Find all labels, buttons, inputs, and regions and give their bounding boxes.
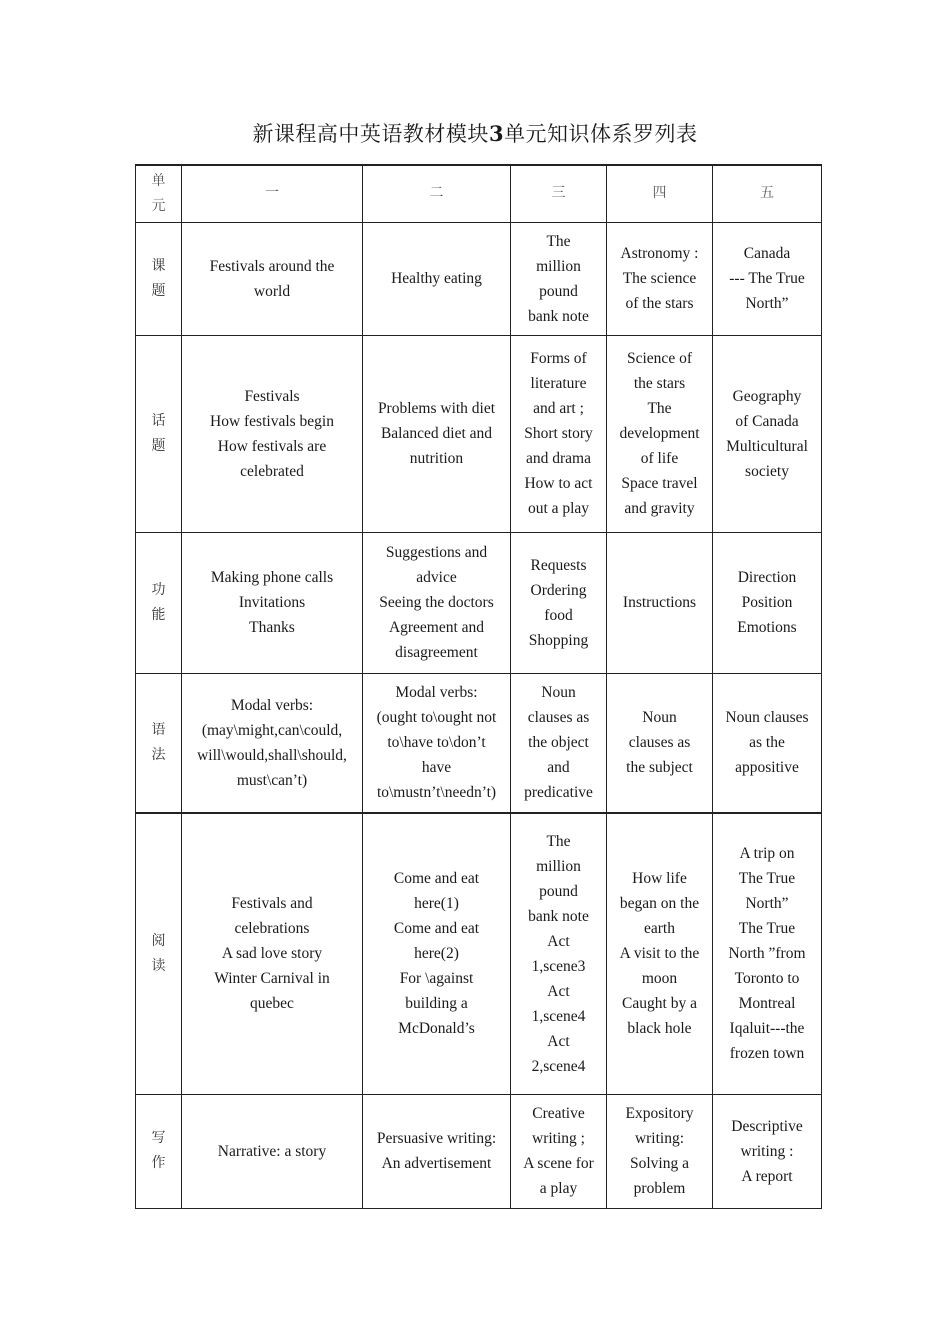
table-cell: Making phone calls Invitations Thanks: [182, 532, 363, 673]
row-label: 写 作: [136, 1094, 182, 1208]
header-row: [136, 165, 822, 222]
row-label: 阅 读: [136, 813, 182, 1094]
row-label: 课 题: [136, 222, 182, 335]
table-cell: Descriptive writing : A report: [713, 1094, 822, 1208]
table-cell: Creative writing ; A scene for a play: [511, 1094, 607, 1208]
table-row-functions: [136, 532, 822, 673]
table-row-topics: [136, 335, 822, 532]
table-cell: Science of the stars The development of life Space travel and gravity: [607, 335, 713, 532]
title-number: 3: [488, 121, 505, 146]
table-cell: Suggestions and advice Seeing the doctors Agreement and disagreement: [363, 532, 511, 673]
table-cell: A trip on The True North” The True North ”from Toronto to Montreal Iqaluit---the frozen town: [713, 813, 822, 1094]
table-cell: Come and eat here(1) Come and eat here(2) For \against building a McDonald’s: [363, 813, 511, 1094]
header-label: 单 元: [136, 165, 182, 222]
table-cell: Persuasive writing: An advertisement: [363, 1094, 511, 1208]
table-cell: Instructions: [607, 532, 713, 673]
title-suffix: 单元知识体系罗列表: [504, 122, 698, 146]
table-cell: Noun clauses as the appositive: [713, 673, 822, 813]
unit-5-header: 五: [713, 165, 822, 222]
table-cell: The million pound bank note: [511, 222, 607, 335]
row-label: 语 法: [136, 673, 182, 813]
table-cell: Narrative: a story: [182, 1094, 363, 1208]
row-label: 功 能: [136, 532, 182, 673]
table-cell: Problems with diet Balanced diet and nutrition: [363, 335, 511, 532]
table-cell: Healthy eating: [363, 222, 511, 335]
table-row-grammar: [136, 673, 822, 813]
table-row-reading: [136, 813, 822, 1094]
table-cell: Canada --- The True North”: [713, 222, 822, 335]
table-cell: Expository writing: Solving a problem: [607, 1094, 713, 1208]
table-cell: Modal verbs: (may\might,can\could, will\would,shall\should, must\can’t): [182, 673, 363, 813]
table-cell: Noun clauses as the subject: [607, 673, 713, 813]
table-cell: The million pound bank note Act 1,scene3 Act 1,scene4 Act 2,scene4: [511, 813, 607, 1094]
row-label: 话 题: [136, 335, 182, 532]
table-cell: Forms of literature and art ; Short story and drama How to act out a play: [511, 335, 607, 532]
table-cell: Noun clauses as the object and predicative: [511, 673, 607, 813]
unit-2-header: 二: [363, 165, 511, 222]
table-row-topic-title: [136, 222, 822, 335]
table-row-writing: [136, 1094, 822, 1208]
table-cell: Astronomy : The science of the stars: [607, 222, 713, 335]
unit-knowledge-table: [135, 164, 822, 1209]
unit-4-header: 四: [607, 165, 713, 222]
unit-3-header: 三: [511, 165, 607, 222]
table-cell: Geography of Canada Multicultural society: [713, 335, 822, 532]
title-prefix: 新课程高中英语教材模块: [252, 122, 489, 146]
table-cell: Festivals around the world: [182, 222, 363, 335]
table-cell: Modal verbs: (ought to\ought not to\have to\don’t have to\mustn’t\needn’t): [363, 673, 511, 813]
page-title: [0, 118, 950, 148]
table-cell: Festivals How festivals begin How festivals are celebrated: [182, 335, 363, 532]
unit-1-header: 一: [182, 165, 363, 222]
table-cell: Direction Position Emotions: [713, 532, 822, 673]
table-cell: Festivals and celebrations A sad love story Winter Carnival in quebec: [182, 813, 363, 1094]
table-cell: Requests Ordering food Shopping: [511, 532, 607, 673]
table-cell: How life began on the earth A visit to the moon Caught by a black hole: [607, 813, 713, 1094]
